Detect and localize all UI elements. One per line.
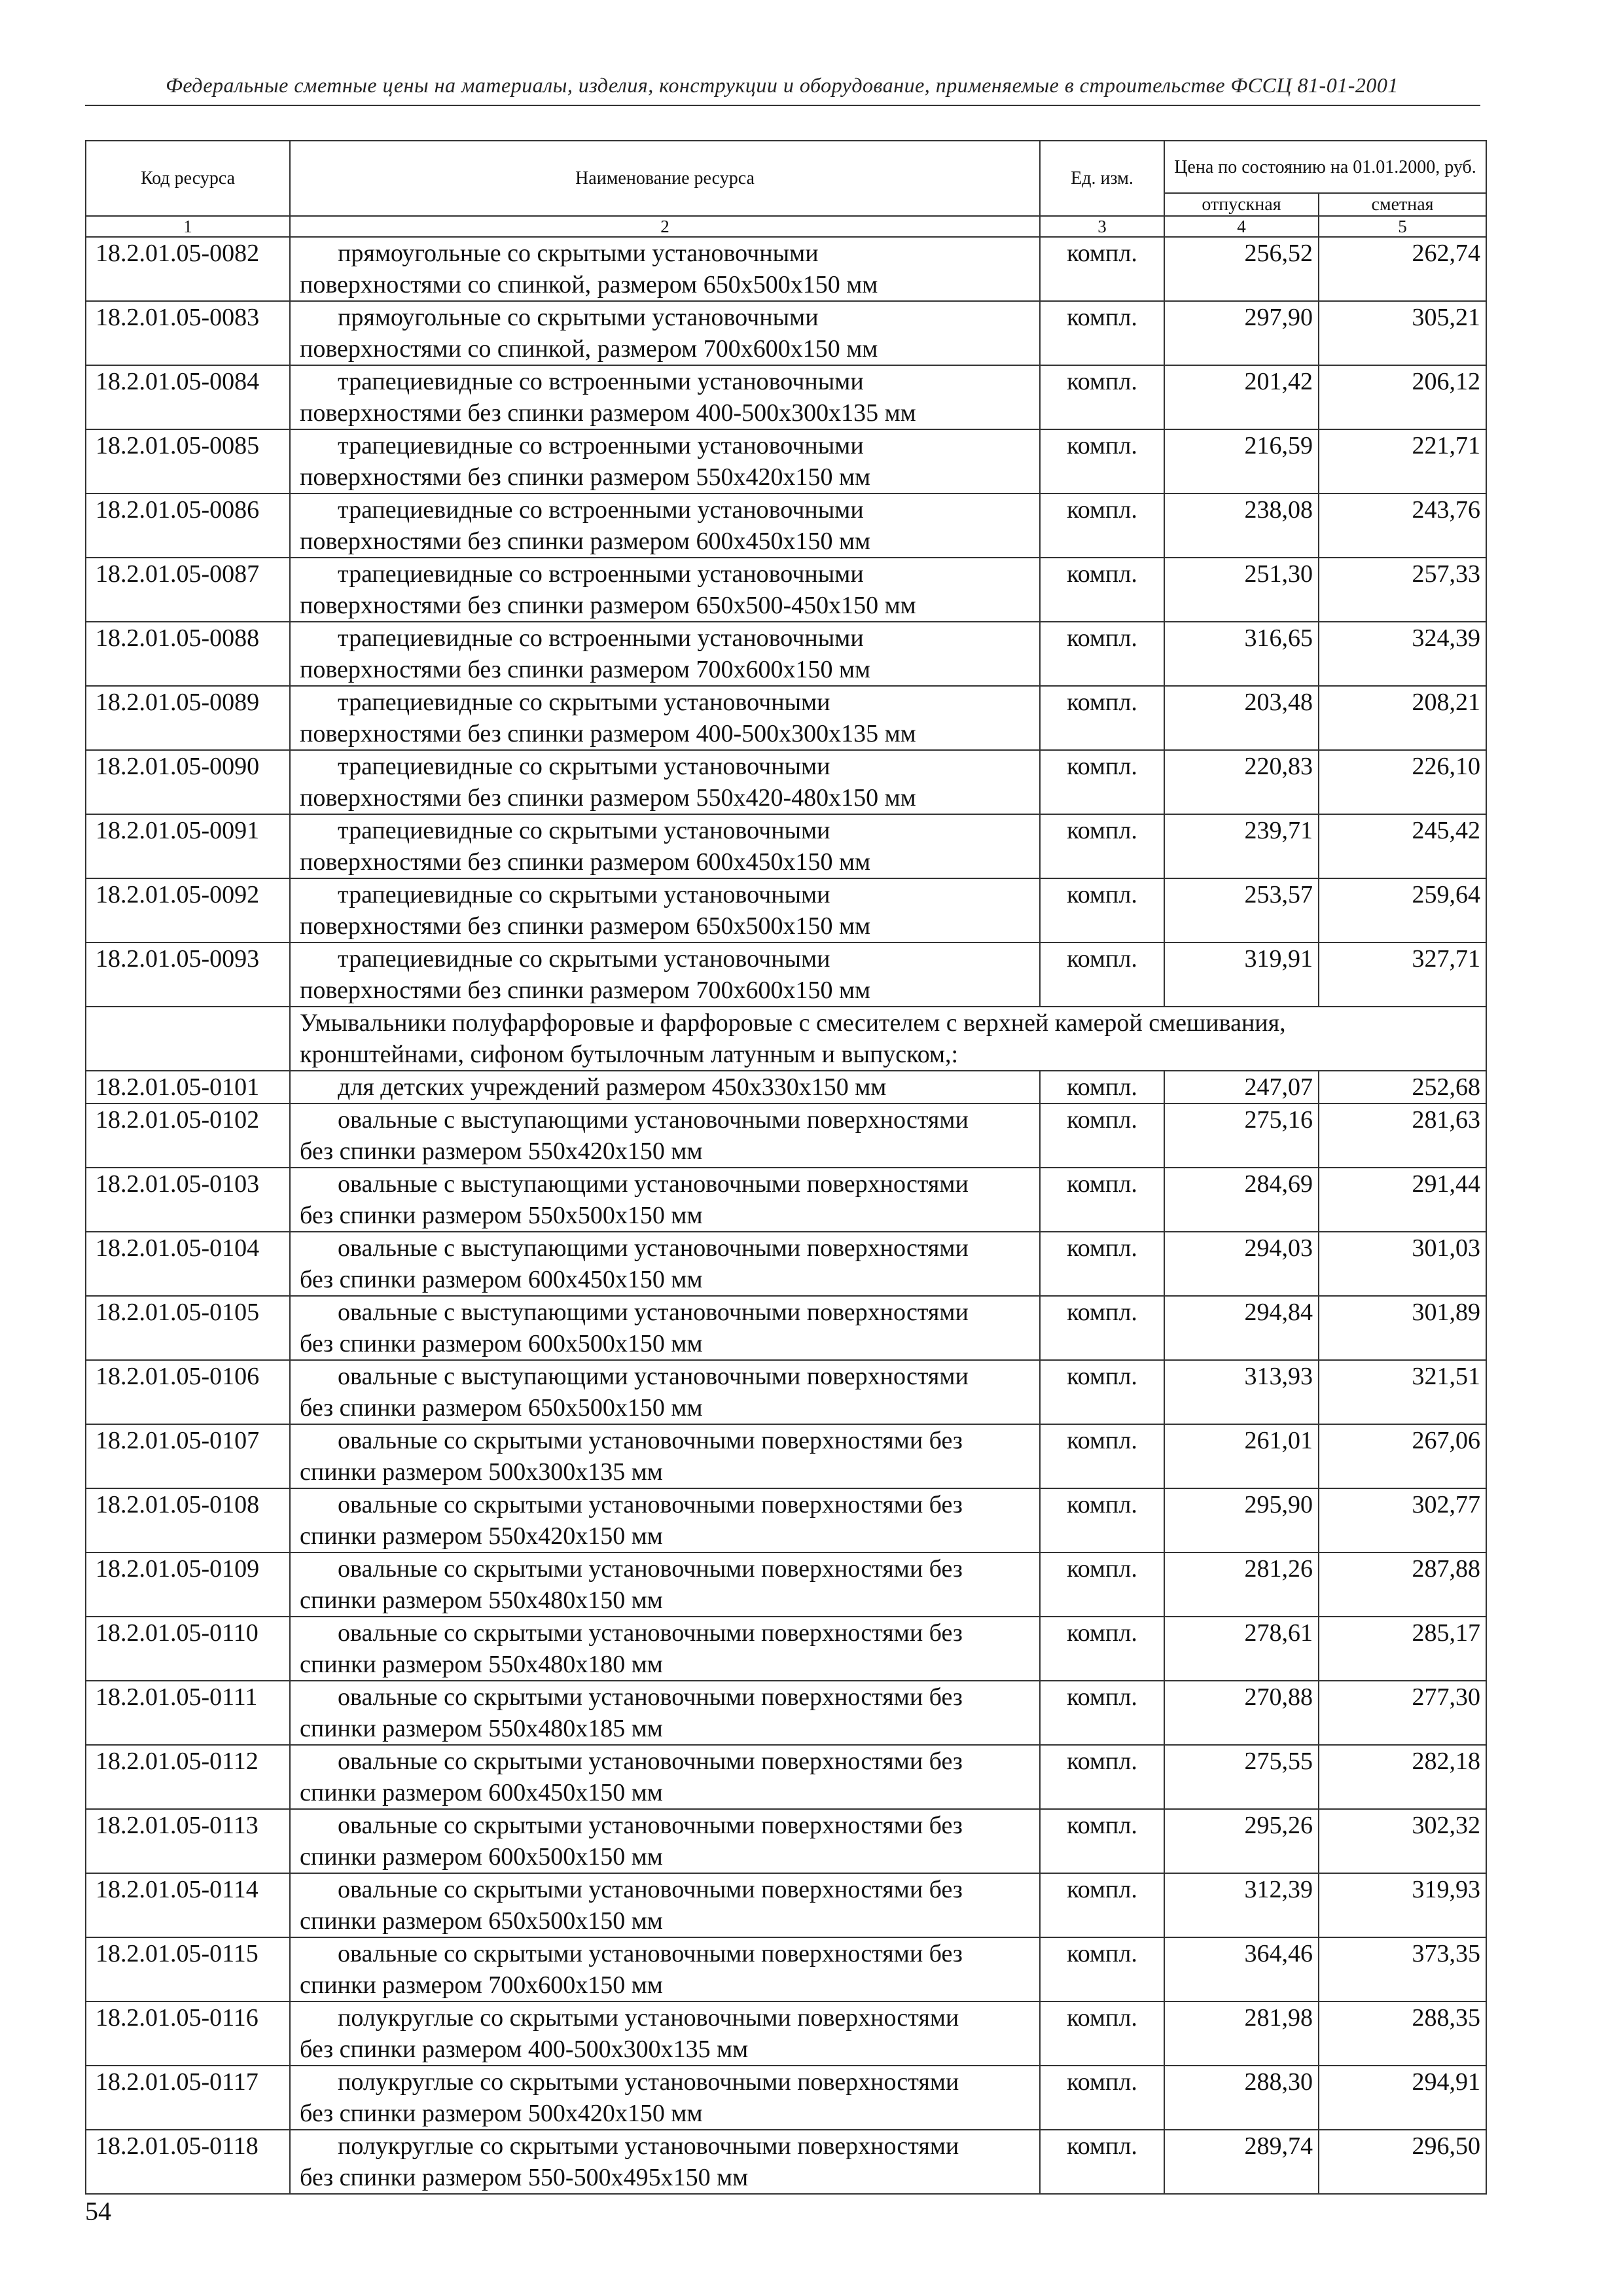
price-estimate: 221,71 bbox=[1319, 429, 1486, 493]
resource-code: 18.2.01.05-0103 bbox=[86, 1168, 290, 1232]
resource-name bbox=[290, 878, 1040, 942]
unit: компл. bbox=[1040, 493, 1164, 558]
resource-name-line: без спинки размером 550х420х150 мм bbox=[300, 1138, 703, 1165]
header-price-release: отпускная bbox=[1164, 193, 1319, 216]
price-table bbox=[85, 140, 1487, 2195]
unit: компл. bbox=[1040, 1296, 1164, 1360]
unit: компл. bbox=[1040, 2066, 1164, 2130]
price-release: 261,01 bbox=[1164, 1424, 1319, 1488]
price-estimate: 257,33 bbox=[1319, 558, 1486, 622]
unit: компл. bbox=[1040, 1681, 1164, 1745]
resource-name bbox=[290, 1424, 1040, 1488]
price-release: 251,30 bbox=[1164, 558, 1319, 622]
price-release: 319,91 bbox=[1164, 942, 1319, 1007]
table-row bbox=[86, 1071, 1486, 1103]
price-estimate: 262,74 bbox=[1319, 237, 1486, 301]
resource-name-line: овальные со скрытыми установочными поверхностями без bbox=[338, 1876, 963, 1903]
resource-name-line: трапециевидные со встроенными установочными bbox=[338, 432, 864, 459]
price-release: 313,93 bbox=[1164, 1360, 1319, 1424]
resource-name bbox=[290, 1552, 1040, 1617]
resource-name bbox=[290, 1232, 1040, 1296]
resource-code: 18.2.01.05-0090 bbox=[86, 750, 290, 814]
resource-name-line: поверхностями без спинки размером 700х600х150 мм bbox=[300, 977, 871, 1004]
resource-name-line: поверхностями без спинки размером 400-500х300х135 мм bbox=[300, 399, 916, 427]
price-estimate: 282,18 bbox=[1319, 1745, 1486, 1809]
resource-name bbox=[290, 365, 1040, 429]
table-row bbox=[86, 878, 1486, 942]
unit: компл. bbox=[1040, 1168, 1164, 1232]
resource-name-line: прямоугольные со скрытыми установочными bbox=[338, 240, 819, 267]
resource-code: 18.2.01.05-0086 bbox=[86, 493, 290, 558]
resource-name-line: полукруглые со скрытыми установочными поверхностями bbox=[338, 2132, 959, 2160]
price-estimate: 252,68 bbox=[1319, 1071, 1486, 1103]
resource-name-line: трапециевидные со встроенными установочными bbox=[338, 368, 864, 395]
resource-name bbox=[290, 622, 1040, 686]
unit: компл. bbox=[1040, 1071, 1164, 1103]
table-row bbox=[86, 1168, 1486, 1232]
resource-name-line: овальные с выступающими установочными поверхностями bbox=[338, 1234, 969, 1262]
price-estimate: 267,06 bbox=[1319, 1424, 1486, 1488]
resource-code: 18.2.01.05-0111 bbox=[86, 1681, 290, 1745]
resource-name-line: спинки размером 550х420х150 мм bbox=[300, 1522, 663, 1550]
resource-name-line: спинки размером 600х450х150 мм bbox=[300, 1779, 663, 1806]
price-release: 238,08 bbox=[1164, 493, 1319, 558]
resource-name bbox=[290, 1617, 1040, 1681]
unit: компл. bbox=[1040, 814, 1164, 878]
resource-code: 18.2.01.05-0110 bbox=[86, 1617, 290, 1681]
resource-code: 18.2.01.05-0083 bbox=[86, 301, 290, 365]
table-row bbox=[86, 1488, 1486, 1552]
price-release: 270,88 bbox=[1164, 1681, 1319, 1745]
resource-code: 18.2.01.05-0101 bbox=[86, 1071, 290, 1103]
resource-name bbox=[290, 1745, 1040, 1809]
resource-name-line: поверхностями без спинки размером 600х450х150 мм bbox=[300, 848, 871, 876]
price-estimate: 327,71 bbox=[1319, 942, 1486, 1007]
resource-name bbox=[290, 1071, 1040, 1103]
resource-name-line: поверхностями без спинки размером 650х500-450х150 мм bbox=[300, 592, 916, 619]
price-estimate: 226,10 bbox=[1319, 750, 1486, 814]
table-row bbox=[86, 429, 1486, 493]
resource-code: 18.2.01.05-0084 bbox=[86, 365, 290, 429]
price-estimate: 373,35 bbox=[1319, 1937, 1486, 2001]
resource-name-line: поверхностями без спинки размером 600х450х150 мм bbox=[300, 528, 871, 555]
price-estimate: 208,21 bbox=[1319, 686, 1486, 750]
column-number: 1 bbox=[86, 216, 290, 237]
resource-name bbox=[290, 1296, 1040, 1360]
unit: компл. bbox=[1040, 237, 1164, 301]
resource-name bbox=[290, 2066, 1040, 2130]
resource-name-line: овальные со скрытыми установочными поверхностями без bbox=[338, 1427, 963, 1454]
table-row bbox=[86, 1809, 1486, 1873]
price-estimate: 277,30 bbox=[1319, 1681, 1486, 1745]
table-row bbox=[86, 1617, 1486, 1681]
resource-name bbox=[290, 2001, 1040, 2066]
header-name: Наименование ресурса bbox=[290, 141, 1040, 216]
unit: компл. bbox=[1040, 942, 1164, 1007]
resource-name-line: поверхностями со спинкой, размером 700х600х150 мм bbox=[300, 335, 878, 363]
table-row bbox=[86, 2001, 1486, 2066]
resource-code: 18.2.01.05-0112 bbox=[86, 1745, 290, 1809]
resource-name-line: спинки размером 550х480х185 мм bbox=[300, 1715, 663, 1742]
resource-name-line: овальные со скрытыми установочными поверхностями без bbox=[338, 1748, 963, 1775]
price-release: 220,83 bbox=[1164, 750, 1319, 814]
price-estimate: 302,32 bbox=[1319, 1809, 1486, 1873]
resource-name-line: овальные с выступающими установочными поверхностями bbox=[338, 1299, 969, 1326]
price-release: 216,59 bbox=[1164, 429, 1319, 493]
price-release: 295,90 bbox=[1164, 1488, 1319, 1552]
price-estimate: 206,12 bbox=[1319, 365, 1486, 429]
price-release: 289,74 bbox=[1164, 2130, 1319, 2194]
price-release: 275,16 bbox=[1164, 1103, 1319, 1168]
resource-name-line: спинки размером 700х600х150 мм bbox=[300, 1971, 663, 1999]
resource-name-line: трапециевидные со встроенными установочными bbox=[338, 496, 864, 524]
table-row bbox=[86, 750, 1486, 814]
resource-name-line: поверхностями без спинки размером 700х600х150 мм bbox=[300, 656, 871, 683]
resource-name bbox=[290, 429, 1040, 493]
resource-name-line: овальные со скрытыми установочными поверхностями без bbox=[338, 1812, 963, 1839]
resource-name-line: трапециевидные со встроенными установочными bbox=[338, 560, 864, 588]
price-release: 201,42 bbox=[1164, 365, 1319, 429]
header-unit: Ед. изм. bbox=[1040, 141, 1164, 216]
price-release: 281,98 bbox=[1164, 2001, 1319, 2066]
table-row bbox=[86, 237, 1486, 301]
resource-name bbox=[290, 1873, 1040, 1937]
table-row bbox=[86, 622, 1486, 686]
resource-code: 18.2.01.05-0102 bbox=[86, 1103, 290, 1168]
resource-name-line: для детских учреждений размером 450х330х150 мм bbox=[338, 1073, 887, 1101]
resource-name-line: овальные с выступающими установочными поверхностями bbox=[338, 1106, 969, 1134]
resource-name-line: прямоугольные со скрытыми установочными bbox=[338, 304, 819, 331]
table-body-b bbox=[86, 1071, 1486, 2194]
unit: компл. bbox=[1040, 2130, 1164, 2194]
price-release: 281,26 bbox=[1164, 1552, 1319, 1617]
price-estimate: 321,51 bbox=[1319, 1360, 1486, 1424]
resource-name-line: поверхностями без спинки размером 650х500х150 мм bbox=[300, 912, 871, 940]
section-line: кронштейнами, сифоном бутылочным латунным и выпуском,: bbox=[300, 1041, 959, 1068]
unit: компл. bbox=[1040, 1745, 1164, 1809]
header-price-estimate: сметная bbox=[1319, 193, 1486, 216]
price-release: 284,69 bbox=[1164, 1168, 1319, 1232]
price-estimate: 285,17 bbox=[1319, 1617, 1486, 1681]
resource-name bbox=[290, 1488, 1040, 1552]
price-estimate: 296,50 bbox=[1319, 2130, 1486, 2194]
price-release: 294,03 bbox=[1164, 1232, 1319, 1296]
resource-code: 18.2.01.05-0105 bbox=[86, 1296, 290, 1360]
table-row bbox=[86, 1424, 1486, 1488]
resource-name-line: без спинки размером 550х500х150 мм bbox=[300, 1202, 703, 1229]
resource-code: 18.2.01.05-0091 bbox=[86, 814, 290, 878]
unit: компл. bbox=[1040, 1873, 1164, 1937]
resource-name bbox=[290, 2130, 1040, 2194]
column-number: 5 bbox=[1319, 216, 1486, 237]
price-release: 295,26 bbox=[1164, 1809, 1319, 1873]
price-estimate: 281,63 bbox=[1319, 1103, 1486, 1168]
resource-name-line: овальные со скрытыми установочными поверхностями без bbox=[338, 1619, 963, 1647]
resource-name-line: овальные со скрытыми установочными поверхностями без bbox=[338, 1491, 963, 1518]
resource-name bbox=[290, 237, 1040, 301]
resource-code: 18.2.01.05-0109 bbox=[86, 1552, 290, 1617]
resource-name bbox=[290, 750, 1040, 814]
resource-name-line: спинки размером 650х500х150 мм bbox=[300, 1907, 663, 1935]
resource-name bbox=[290, 1809, 1040, 1873]
unit: компл. bbox=[1040, 1424, 1164, 1488]
resource-name-line: полукруглые со скрытыми установочными поверхностями bbox=[338, 2004, 959, 2032]
price-estimate: 305,21 bbox=[1319, 301, 1486, 365]
unit: компл. bbox=[1040, 878, 1164, 942]
resource-code: 18.2.01.05-0104 bbox=[86, 1232, 290, 1296]
resource-name bbox=[290, 942, 1040, 1007]
resource-code: 18.2.01.05-0118 bbox=[86, 2130, 290, 2194]
price-release: 278,61 bbox=[1164, 1617, 1319, 1681]
unit: компл. bbox=[1040, 2001, 1164, 2066]
section-line: Умывальники полуфарфоровые и фарфоровые с смесителем с верхней камерой смешивания, bbox=[300, 1009, 1286, 1037]
column-number: 3 bbox=[1040, 216, 1164, 237]
resource-code: 18.2.01.05-0108 bbox=[86, 1488, 290, 1552]
resource-name bbox=[290, 686, 1040, 750]
table-row bbox=[86, 814, 1486, 878]
unit: компл. bbox=[1040, 686, 1164, 750]
unit: компл. bbox=[1040, 301, 1164, 365]
unit: компл. bbox=[1040, 1552, 1164, 1617]
header-price-group: Цена по состоянию на 01.01.2000, руб. bbox=[1164, 141, 1486, 193]
table-header bbox=[86, 141, 1486, 237]
price-release: 316,65 bbox=[1164, 622, 1319, 686]
price-estimate: 287,88 bbox=[1319, 1552, 1486, 1617]
resource-code: 18.2.01.05-0087 bbox=[86, 558, 290, 622]
resource-name bbox=[290, 814, 1040, 878]
resource-name-line: трапециевидные со скрытыми установочными bbox=[338, 753, 830, 780]
price-release: 297,90 bbox=[1164, 301, 1319, 365]
price-estimate: 243,76 bbox=[1319, 493, 1486, 558]
resource-code: 18.2.01.05-0115 bbox=[86, 1937, 290, 2001]
resource-name-line: спинки размером 600х500х150 мм bbox=[300, 1843, 663, 1871]
table-row bbox=[86, 365, 1486, 429]
price-estimate: 291,44 bbox=[1319, 1168, 1486, 1232]
unit: компл. bbox=[1040, 558, 1164, 622]
running-header: Федеральные сметные цены на материалы, изделия, конструкции и оборудование, применяемые в строительстве ФССЦ 81-01-2001 bbox=[166, 73, 1399, 97]
table-row bbox=[86, 1232, 1486, 1296]
unit: компл. bbox=[1040, 1488, 1164, 1552]
unit: компл. bbox=[1040, 1103, 1164, 1168]
resource-code: 18.2.01.05-0116 bbox=[86, 2001, 290, 2066]
resource-name bbox=[290, 1681, 1040, 1745]
table-row bbox=[86, 1745, 1486, 1809]
resource-name-line: трапециевидные со встроенными установочными bbox=[338, 624, 864, 652]
table-row bbox=[86, 1103, 1486, 1168]
resource-name bbox=[290, 558, 1040, 622]
section-code-cell bbox=[86, 1007, 290, 1071]
price-estimate: 301,89 bbox=[1319, 1296, 1486, 1360]
price-release: 275,55 bbox=[1164, 1745, 1319, 1809]
price-estimate: 259,64 bbox=[1319, 878, 1486, 942]
resource-name-line: овальные с выступающими установочными поверхностями bbox=[338, 1363, 969, 1390]
unit: компл. bbox=[1040, 1809, 1164, 1873]
unit: компл. bbox=[1040, 1232, 1164, 1296]
table-row bbox=[86, 1873, 1486, 1937]
table-row bbox=[86, 686, 1486, 750]
price-estimate: 294,91 bbox=[1319, 2066, 1486, 2130]
table-row bbox=[86, 1360, 1486, 1424]
table-row bbox=[86, 1937, 1486, 2001]
table-row bbox=[86, 2066, 1486, 2130]
header-code: Код ресурса bbox=[86, 141, 290, 216]
resource-code: 18.2.01.05-0117 bbox=[86, 2066, 290, 2130]
price-estimate: 319,93 bbox=[1319, 1873, 1486, 1937]
resource-name bbox=[290, 1360, 1040, 1424]
column-number: 4 bbox=[1164, 216, 1319, 237]
resource-name-line: без спинки размером 600х450х150 мм bbox=[300, 1266, 703, 1293]
price-release: 294,84 bbox=[1164, 1296, 1319, 1360]
unit: компл. bbox=[1040, 1617, 1164, 1681]
resource-code: 18.2.01.05-0114 bbox=[86, 1873, 290, 1937]
resource-name-line: без спинки размером 550-500х495х150 мм bbox=[300, 2164, 749, 2191]
resource-name bbox=[290, 493, 1040, 558]
price-release: 203,48 bbox=[1164, 686, 1319, 750]
resource-name bbox=[290, 1168, 1040, 1232]
price-estimate: 245,42 bbox=[1319, 814, 1486, 878]
resource-name-line: без спинки размером 400-500х300х135 мм bbox=[300, 2036, 749, 2063]
resource-name-line: поверхностями без спинки размером 550х420-480х150 мм bbox=[300, 784, 916, 812]
resource-code: 18.2.01.05-0088 bbox=[86, 622, 290, 686]
resource-name-line: овальные со скрытыми установочными поверхностями без bbox=[338, 1555, 963, 1583]
resource-name-line: трапециевидные со скрытыми установочными bbox=[338, 689, 830, 716]
resource-code: 18.2.01.05-0107 bbox=[86, 1424, 290, 1488]
resource-code: 18.2.01.05-0106 bbox=[86, 1360, 290, 1424]
unit: компл. bbox=[1040, 365, 1164, 429]
resource-name bbox=[290, 1937, 1040, 2001]
price-release: 256,52 bbox=[1164, 237, 1319, 301]
resource-name-line: трапециевидные со скрытыми установочными bbox=[338, 945, 830, 973]
header-rule bbox=[85, 105, 1480, 106]
resource-name-line: без спинки размером 500х420х150 мм bbox=[300, 2100, 703, 2127]
resource-name-line: поверхностями без спинки размером 400-500х300х135 мм bbox=[300, 720, 916, 747]
table-body-a bbox=[86, 237, 1486, 1007]
resource-name bbox=[290, 301, 1040, 365]
table-row bbox=[86, 493, 1486, 558]
column-number: 2 bbox=[290, 216, 1040, 237]
resource-name-line: без спинки размером 600х500х150 мм bbox=[300, 1330, 703, 1357]
price-release: 288,30 bbox=[1164, 2066, 1319, 2130]
resource-name-line: спинки размером 550х480х180 мм bbox=[300, 1651, 663, 1678]
table-row bbox=[86, 1296, 1486, 1360]
resource-name-line: овальные со скрытыми установочными поверхностями без bbox=[338, 1683, 963, 1711]
section-heading bbox=[290, 1007, 1486, 1071]
resource-name-line: без спинки размером 650х500х150 мм bbox=[300, 1394, 703, 1422]
table-row bbox=[86, 558, 1486, 622]
resource-code: 18.2.01.05-0092 bbox=[86, 878, 290, 942]
table-row bbox=[86, 2130, 1486, 2194]
unit: компл. bbox=[1040, 429, 1164, 493]
price-release: 364,46 bbox=[1164, 1937, 1319, 2001]
section-block bbox=[86, 1007, 1486, 1071]
unit: компл. bbox=[1040, 1937, 1164, 2001]
resource-name-line: полукруглые со скрытыми установочными поверхностями bbox=[338, 2068, 959, 2096]
resource-name bbox=[290, 1103, 1040, 1168]
price-release: 312,39 bbox=[1164, 1873, 1319, 1937]
price-estimate: 324,39 bbox=[1319, 622, 1486, 686]
unit: компл. bbox=[1040, 622, 1164, 686]
resource-name-line: спинки размером 500х300х135 мм bbox=[300, 1458, 663, 1486]
price-estimate: 301,03 bbox=[1319, 1232, 1486, 1296]
unit: компл. bbox=[1040, 1360, 1164, 1424]
price-estimate: 302,77 bbox=[1319, 1488, 1486, 1552]
resource-code: 18.2.01.05-0113 bbox=[86, 1809, 290, 1873]
price-estimate: 288,35 bbox=[1319, 2001, 1486, 2066]
price-release: 247,07 bbox=[1164, 1071, 1319, 1103]
price-release: 253,57 bbox=[1164, 878, 1319, 942]
page-number: 54 bbox=[85, 2197, 111, 2226]
resource-code: 18.2.01.05-0093 bbox=[86, 942, 290, 1007]
price-release: 239,71 bbox=[1164, 814, 1319, 878]
resource-name-line: трапециевидные со скрытыми установочными bbox=[338, 817, 830, 844]
table-row bbox=[86, 1552, 1486, 1617]
resource-name-line: овальные со скрытыми установочными поверхностями без bbox=[338, 1940, 963, 1967]
table-row bbox=[86, 301, 1486, 365]
resource-name-line: спинки размером 550х480х150 мм bbox=[300, 1587, 663, 1614]
resource-name-line: овальные с выступающими установочными поверхностями bbox=[338, 1170, 969, 1198]
table-row bbox=[86, 1681, 1486, 1745]
resource-name-line: трапециевидные со скрытыми установочными bbox=[338, 881, 830, 908]
resource-code: 18.2.01.05-0082 bbox=[86, 237, 290, 301]
resource-name-line: поверхностями со спинкой, размером 650х500х150 мм bbox=[300, 271, 878, 298]
resource-name-line: поверхностями без спинки размером 550х420х150 мм bbox=[300, 463, 871, 491]
unit: компл. bbox=[1040, 750, 1164, 814]
table-row bbox=[86, 942, 1486, 1007]
resource-code: 18.2.01.05-0089 bbox=[86, 686, 290, 750]
resource-code: 18.2.01.05-0085 bbox=[86, 429, 290, 493]
